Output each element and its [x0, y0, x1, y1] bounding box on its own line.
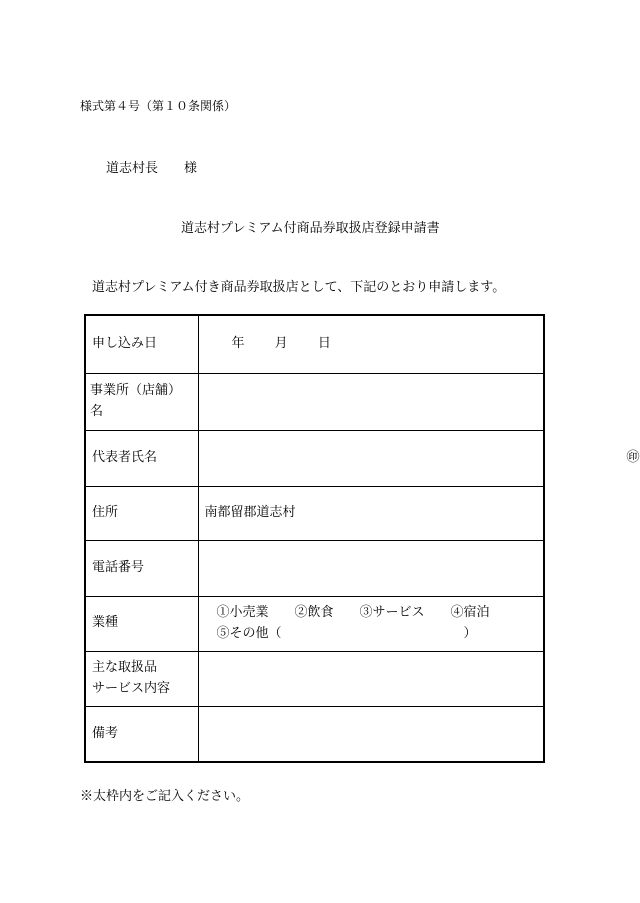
intro-text: 道志村プレミアム付き商品券取扱店として、下記のとおり申請します。 — [92, 280, 506, 295]
label-business-name: 事業所（店舗）名 — [85, 373, 198, 430]
form-number: 様式第４号（第１０条関係） — [80, 99, 237, 113]
label-remarks: 備考 — [85, 706, 198, 762]
date-year: 年 — [231, 336, 245, 352]
row-remarks — [85, 706, 544, 762]
industry-field[interactable] — [198, 596, 544, 651]
date-month: 月 — [274, 336, 288, 352]
application-table — [84, 314, 640, 763]
industry-options-line1: ①小売業 ②飲食 ③サービス ④宿泊 — [216, 605, 490, 621]
row-phone — [85, 540, 544, 596]
label-representative: 代表者氏名 — [85, 430, 198, 486]
row-date — [85, 315, 544, 373]
row-representative — [85, 430, 544, 486]
row-address — [85, 486, 544, 540]
row-products — [85, 651, 544, 706]
addressee — [106, 157, 197, 176]
products-field[interactable] — [198, 651, 544, 706]
row-business-name — [85, 373, 544, 430]
label-industry: 業種 — [85, 596, 198, 651]
seal-mark: ㊞ — [626, 449, 640, 465]
addressee-name: 道志村長 — [106, 161, 159, 176]
label-products-line1: 主な取扱品 — [92, 660, 158, 676]
label-phone: 電話番号 — [85, 540, 198, 596]
representative-field[interactable] — [198, 430, 640, 486]
remarks-field[interactable] — [198, 706, 544, 762]
date-field[interactable] — [198, 315, 544, 373]
phone-field[interactable] — [198, 540, 544, 596]
label-address: 住所 — [85, 486, 198, 540]
address-field[interactable]: 南都留郡道志村 — [198, 486, 544, 540]
industry-options-line2: ⑤その他（ ） — [216, 625, 477, 641]
row-industry — [85, 596, 544, 651]
business-name-field[interactable] — [198, 373, 544, 430]
label-date: 申し込み日 — [85, 315, 198, 373]
document-title: 道志村プレミアム付商品券取扱店登録申請書 — [181, 221, 440, 236]
label-products-line2: サービス内容 — [92, 680, 171, 696]
label-products — [85, 651, 198, 706]
date-day: 日 — [317, 336, 331, 352]
addressee-honorific: 様 — [184, 161, 198, 176]
footer-note: ※太枠内をご記入ください。 — [80, 789, 250, 804]
